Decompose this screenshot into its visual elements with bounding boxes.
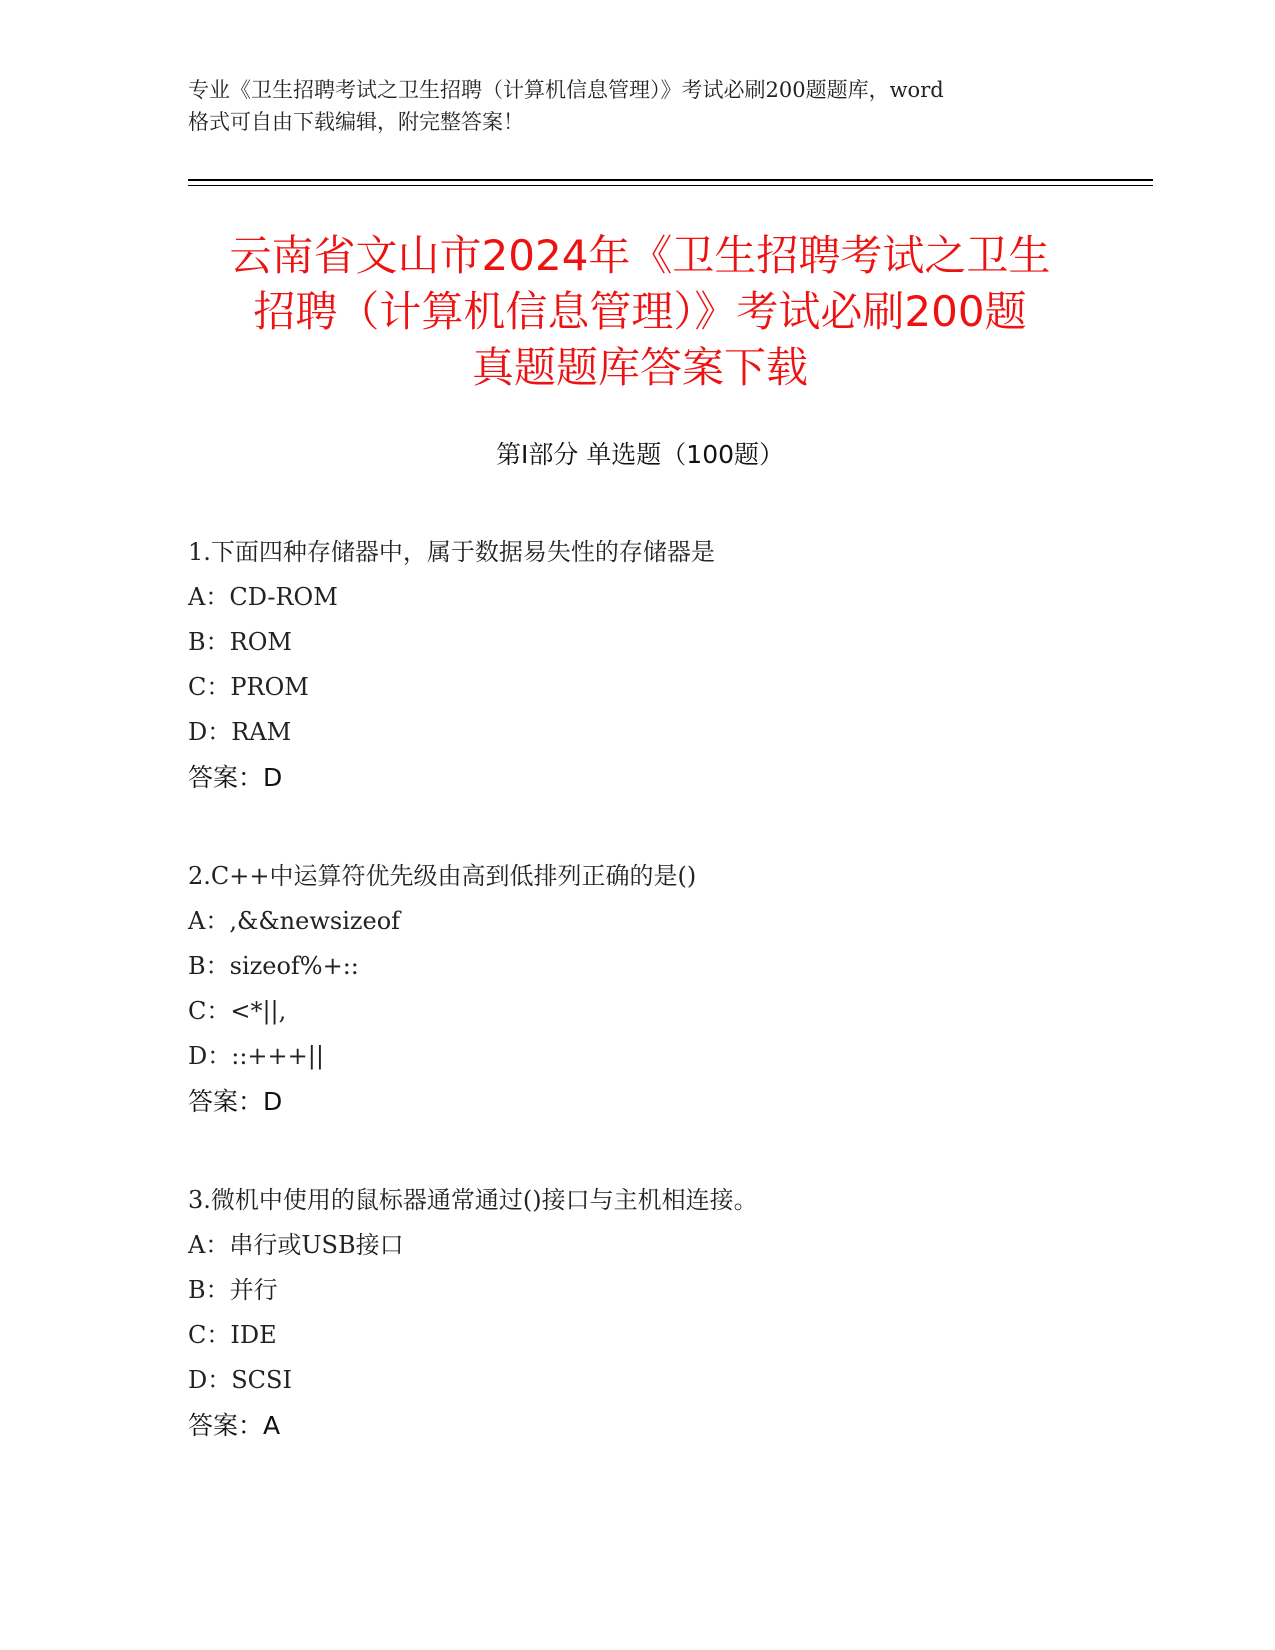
- title-line: 真题题库答案下载: [471, 343, 808, 392]
- option-a: A：CD-ROM: [188, 583, 338, 611]
- option-a: A：串行或USB接口: [188, 1231, 404, 1259]
- option-c: C：IDE: [188, 1321, 277, 1349]
- answer-line: 答案：D: [188, 763, 283, 792]
- document-title: [160, 228, 1120, 396]
- option-b: B：sizeof%+::: [188, 952, 359, 980]
- title-line: 招聘（计算机信息管理）》考试必刷200题: [253, 287, 1027, 336]
- option-b: B：并行: [188, 1276, 278, 1304]
- header-divider-thin: [188, 185, 1153, 186]
- question-item: [188, 530, 1148, 800]
- title-line: 云南省文山市2024年《卫生招聘考试之卫生: [229, 231, 1051, 280]
- option-c: C：PROM: [188, 673, 309, 701]
- header-note-line: 格式可自由下载编辑，附完整答案！: [188, 110, 524, 134]
- header-note: [188, 74, 1088, 138]
- question-stem: 2.C++中运算符优先级由高到低排列正确的是(): [188, 862, 697, 890]
- section-heading: 第Ⅰ部分 单选题（100题）: [495, 440, 785, 469]
- answer-line: 答案：A: [188, 1411, 281, 1440]
- header-note-line: 专业《卫生招聘考试之卫生招聘（计算机信息管理）》考试必刷200题题库，word: [188, 78, 944, 102]
- question-stem: 1.下面四种存储器中，属于数据易失性的存储器是: [188, 538, 715, 566]
- option-d: D：RAM: [188, 718, 292, 746]
- question-list: [188, 530, 1148, 1502]
- option-d: D：SCSI: [188, 1366, 292, 1394]
- option-a: A：,&&newsizeof: [188, 907, 401, 935]
- option-c: C：<*||,: [188, 997, 287, 1025]
- question-item: [188, 1178, 1148, 1448]
- option-b: B：ROM: [188, 628, 292, 656]
- option-d: D：::+++||: [188, 1042, 324, 1070]
- question-stem: 3.微机中使用的鼠标器通常通过()接口与主机相连接。: [188, 1186, 758, 1214]
- answer-line: 答案：D: [188, 1087, 283, 1116]
- header-divider-thick: [188, 179, 1153, 181]
- question-item: [188, 854, 1148, 1124]
